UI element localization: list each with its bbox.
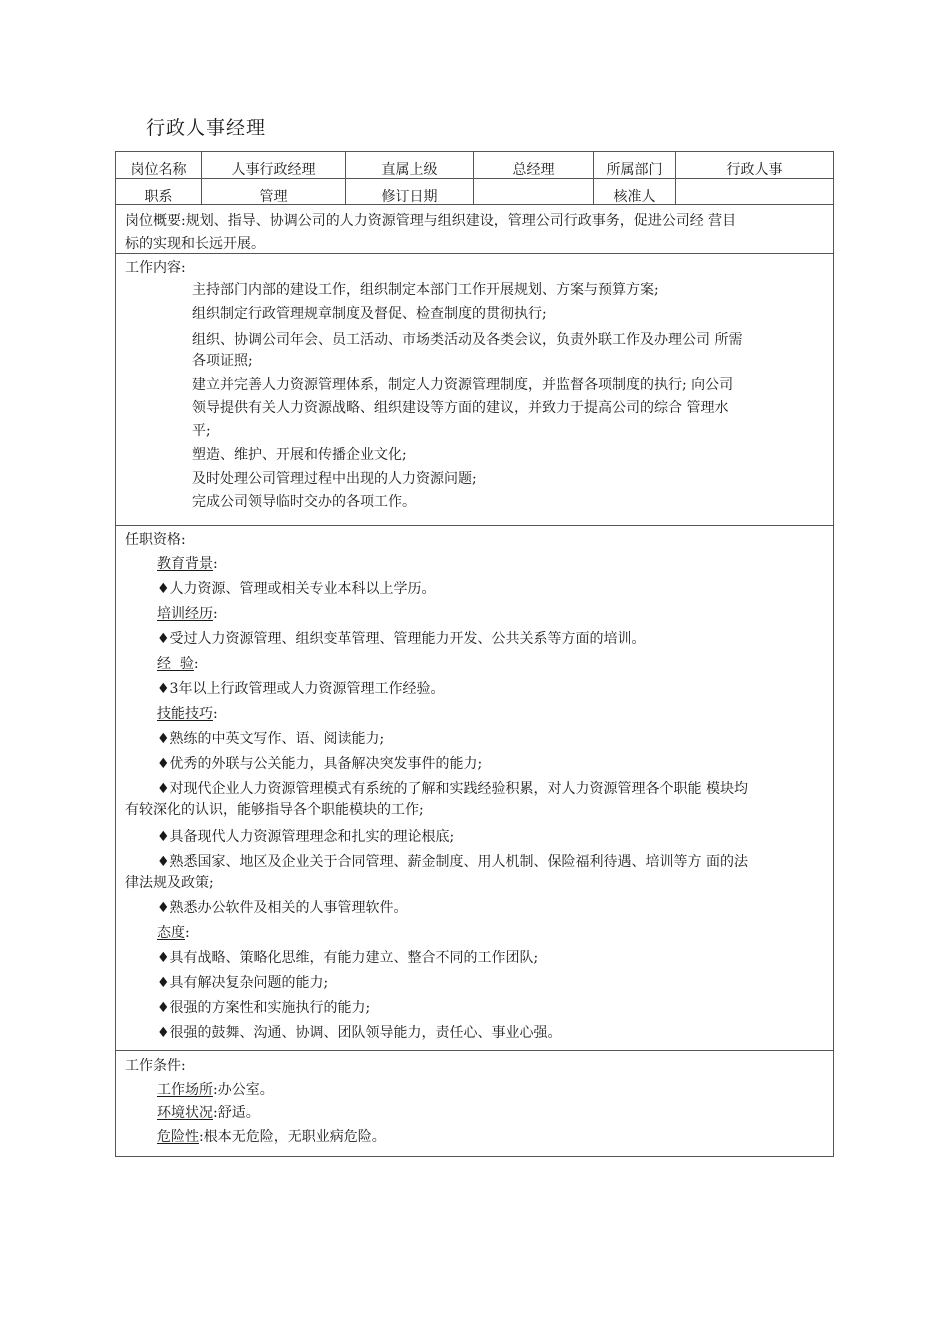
header-row-2 — [116, 179, 833, 205]
value-position-name: 人事行政经理 — [202, 152, 346, 178]
attitude-item: ♦具有战略、策略化思维，有能力建立、整合不同的工作团队; — [157, 950, 539, 966]
workplace-line: 工作场所:办公室。 — [157, 1082, 274, 1098]
work-item: 组织、协调公司年会、员工活动、市场类活动及各类会议，负责外联工作及办理公司 所需 — [192, 332, 743, 348]
skill-item: 有较深化的认识，能够指导各个职能模块的工作; — [125, 802, 424, 818]
summary-line-1: 岗位概要:规划、指导、协调公司的人力资源管理与组织建设，管理公司行政事务，促进公司经 营目 — [125, 213, 737, 229]
skill-item: ♦熟悉办公软件及相关的人事管理软件。 — [157, 900, 408, 916]
work-item: 完成公司领导临时交办的各项工作。 — [192, 494, 416, 510]
qualifications-section — [116, 526, 833, 1051]
skill-item: ♦具备现代人力资源管理理念和扎实的理论根底; — [157, 829, 455, 845]
work-item: 各项证照; — [192, 353, 253, 369]
label-department: 所属部门 — [594, 152, 676, 178]
skills-label: 技能技巧: — [157, 706, 218, 722]
work-item: 领导提供有关人力资源战略、组织建设等方面的建议，并致力于提高公司的综合 管理水 — [192, 400, 729, 416]
value-department: 行政人事 — [726, 162, 783, 178]
attitude-item: ♦具有解决复杂问题的能力; — [157, 975, 329, 991]
value-revision-date — [474, 179, 594, 204]
work-item: 建立并完善人力资源管理体系，制定人力资源管理制度，并监督各项制度的执行; 向公司 — [192, 377, 734, 393]
attitude-item: ♦很强的方案性和实施执行的能力; — [157, 1000, 371, 1016]
skill-item: 律法规及政策; — [125, 875, 214, 891]
work-content-section — [116, 254, 833, 526]
work-heading: 工作内容: — [125, 260, 186, 276]
work-item: 平; — [192, 423, 211, 439]
summary-section — [116, 205, 833, 254]
label-position-name: 岗位名称 — [116, 152, 202, 178]
page-title: 行政人事经理 — [146, 117, 267, 139]
education-label: 教育背景: — [157, 556, 218, 572]
work-item: 塑造、维护、开展和传播企业文化; — [192, 447, 407, 463]
training-label: 培训经历: — [157, 606, 218, 622]
experience-label: 经 验: — [157, 656, 199, 672]
work-item: 及时处理公司管理过程中出现的人力资源问题; — [192, 471, 477, 487]
skill-item: ♦熟练的中英文写作、语、阅读能力; — [157, 731, 385, 747]
value-direct-superior: 总经理 — [474, 152, 594, 178]
skill-item: ♦对现代企业人力资源管理模式有系统的了解和实践经验积累，对人力资源管理各个职能 模块均 — [157, 781, 748, 797]
value-job-family: 管理 — [202, 179, 346, 204]
value-approver — [676, 179, 833, 204]
work-item: 组织制定行政管理规章制度及督促、检查制度的贯彻执行; — [192, 306, 547, 322]
work-item: 主持部门内部的建设工作，组织制定本部门工作开展规划、方案与预算方案; — [192, 282, 659, 298]
training-item: ♦受过人力资源管理、组织变革管理、管理能力开发、公共关系等方面的培训。 — [157, 631, 646, 647]
label-job-family: 职系 — [116, 179, 202, 204]
summary-line-2: 标的实现和长远开展。 — [125, 236, 265, 252]
label-revision-date: 修订日期 — [346, 179, 474, 204]
conditions-heading: 工作条件: — [125, 1058, 186, 1074]
attitude-label: 态度: — [157, 925, 190, 941]
label-direct-superior: 直属上级 — [346, 152, 474, 178]
job-description-table — [115, 151, 834, 1157]
header-row-1 — [116, 152, 833, 179]
working-conditions-section — [116, 1051, 833, 1157]
qualifications-heading: 任职资格: — [125, 532, 186, 548]
attitude-item: ♦很强的鼓舞、沟通、协调、团队领导能力，责任心、事业心强。 — [157, 1025, 562, 1041]
label-approver: 核准人 — [594, 179, 676, 204]
experience-item: ♦3年以上行政管理或人力资源管理工作经验。 — [157, 681, 445, 697]
hazard-line: 危险性:根本无危险，无职业病危险。 — [157, 1129, 386, 1145]
environment-line: 环境状况:舒适。 — [157, 1105, 260, 1121]
skill-item: ♦熟悉国家、地区及企业关于合同管理、薪金制度、用人机制、保险福利待遇、培训等方 面的法 — [157, 854, 748, 870]
education-item: ♦人力资源、管理或相关专业本科以上学历。 — [157, 581, 436, 597]
skill-item: ♦优秀的外联与公关能力，具备解决突发事件的能力; — [157, 756, 483, 772]
